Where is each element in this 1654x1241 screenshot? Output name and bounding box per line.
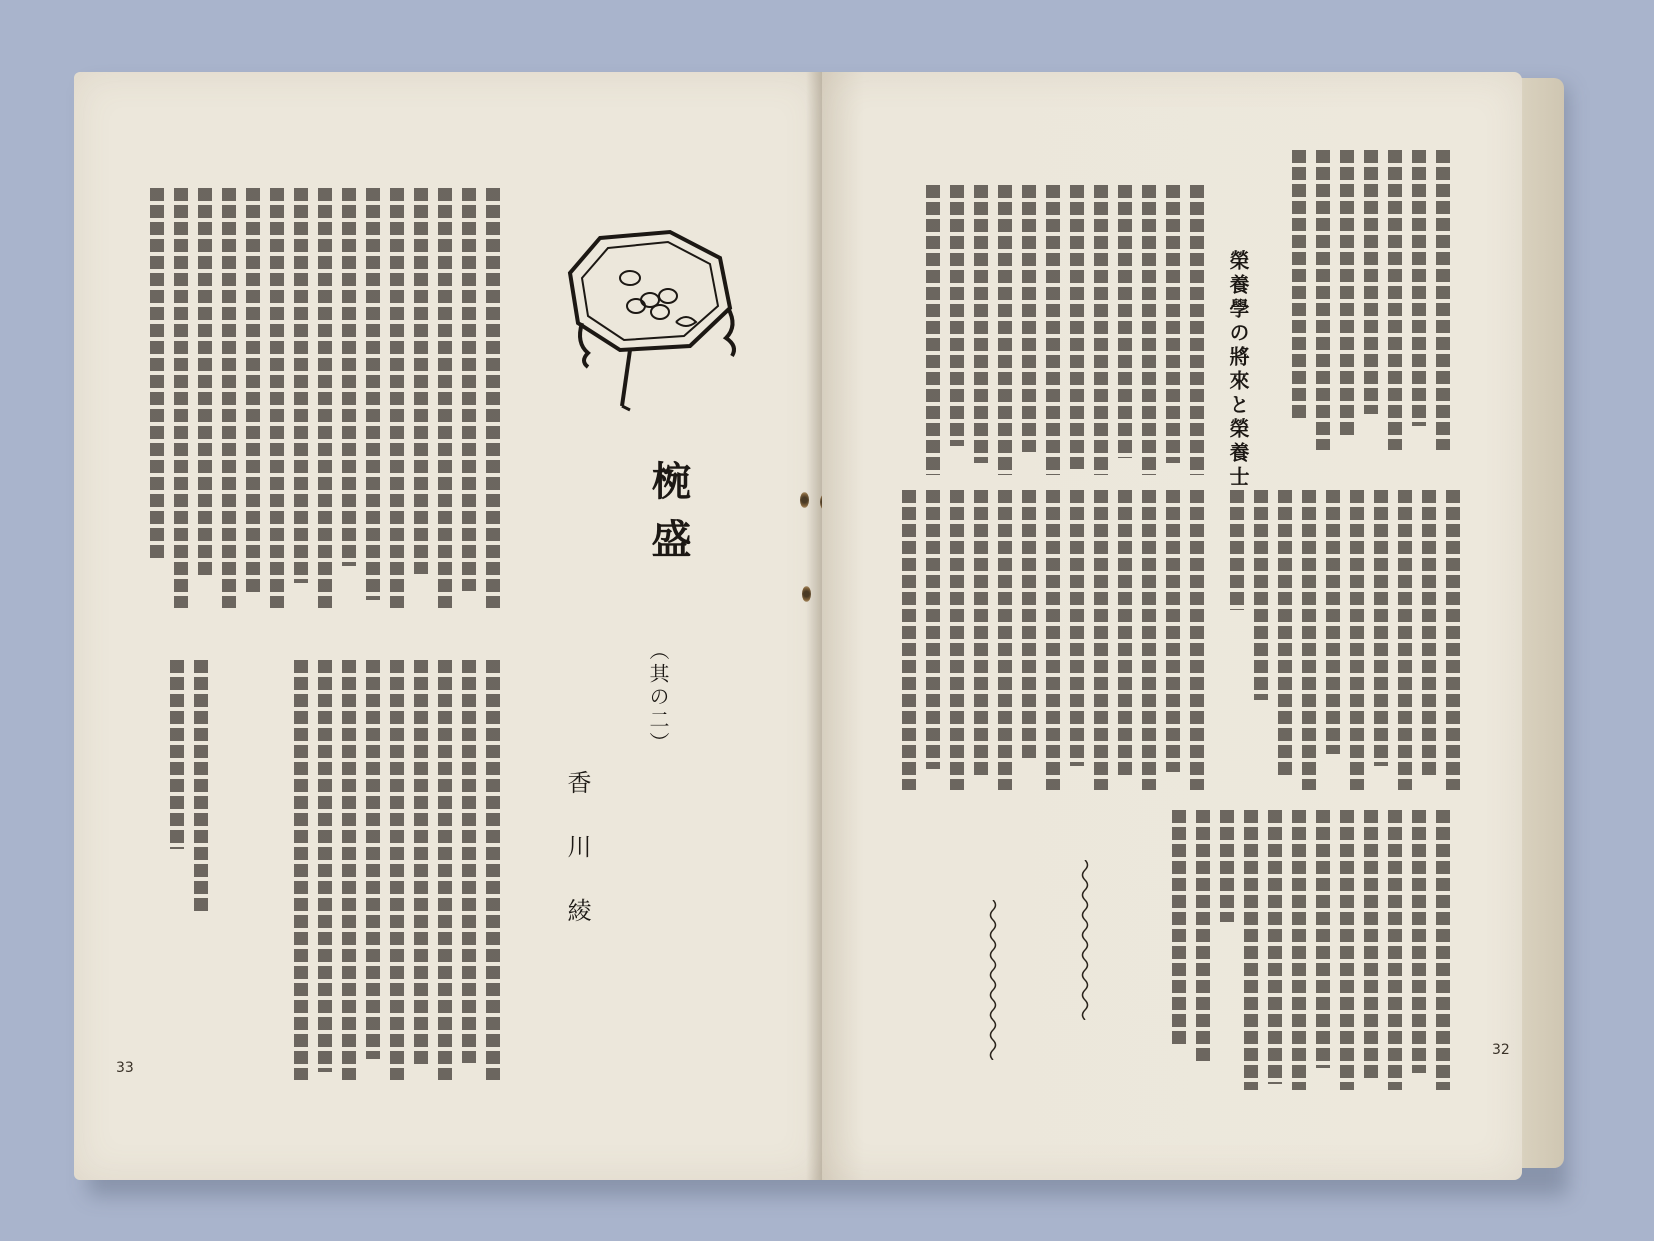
page-number-left: 33 — [116, 1060, 134, 1076]
article-title: 椀盛 — [645, 460, 692, 576]
article-author: 香川綾 — [563, 770, 591, 962]
end-mark-wavy-line-1 — [1078, 860, 1092, 1020]
left-upper-text-block — [150, 188, 500, 608]
table-illustration — [560, 228, 750, 428]
end-mark-wavy-line-2 — [986, 900, 1000, 1060]
page-number-right: 32 — [1492, 1042, 1510, 1058]
section-heading: 榮養學の將來と榮養士 — [1226, 250, 1250, 490]
right-upper-text-block-a — [1290, 150, 1450, 450]
right-middle-text-block — [900, 490, 1460, 790]
article-subtitle: （其の二） — [646, 640, 670, 755]
staple-hole-1 — [800, 492, 809, 508]
right-lower-text-block — [1140, 810, 1450, 1090]
left-lower-text-block — [170, 660, 500, 1080]
right-upper-text-block-b — [900, 185, 1210, 475]
staple-hole-3 — [802, 586, 811, 602]
